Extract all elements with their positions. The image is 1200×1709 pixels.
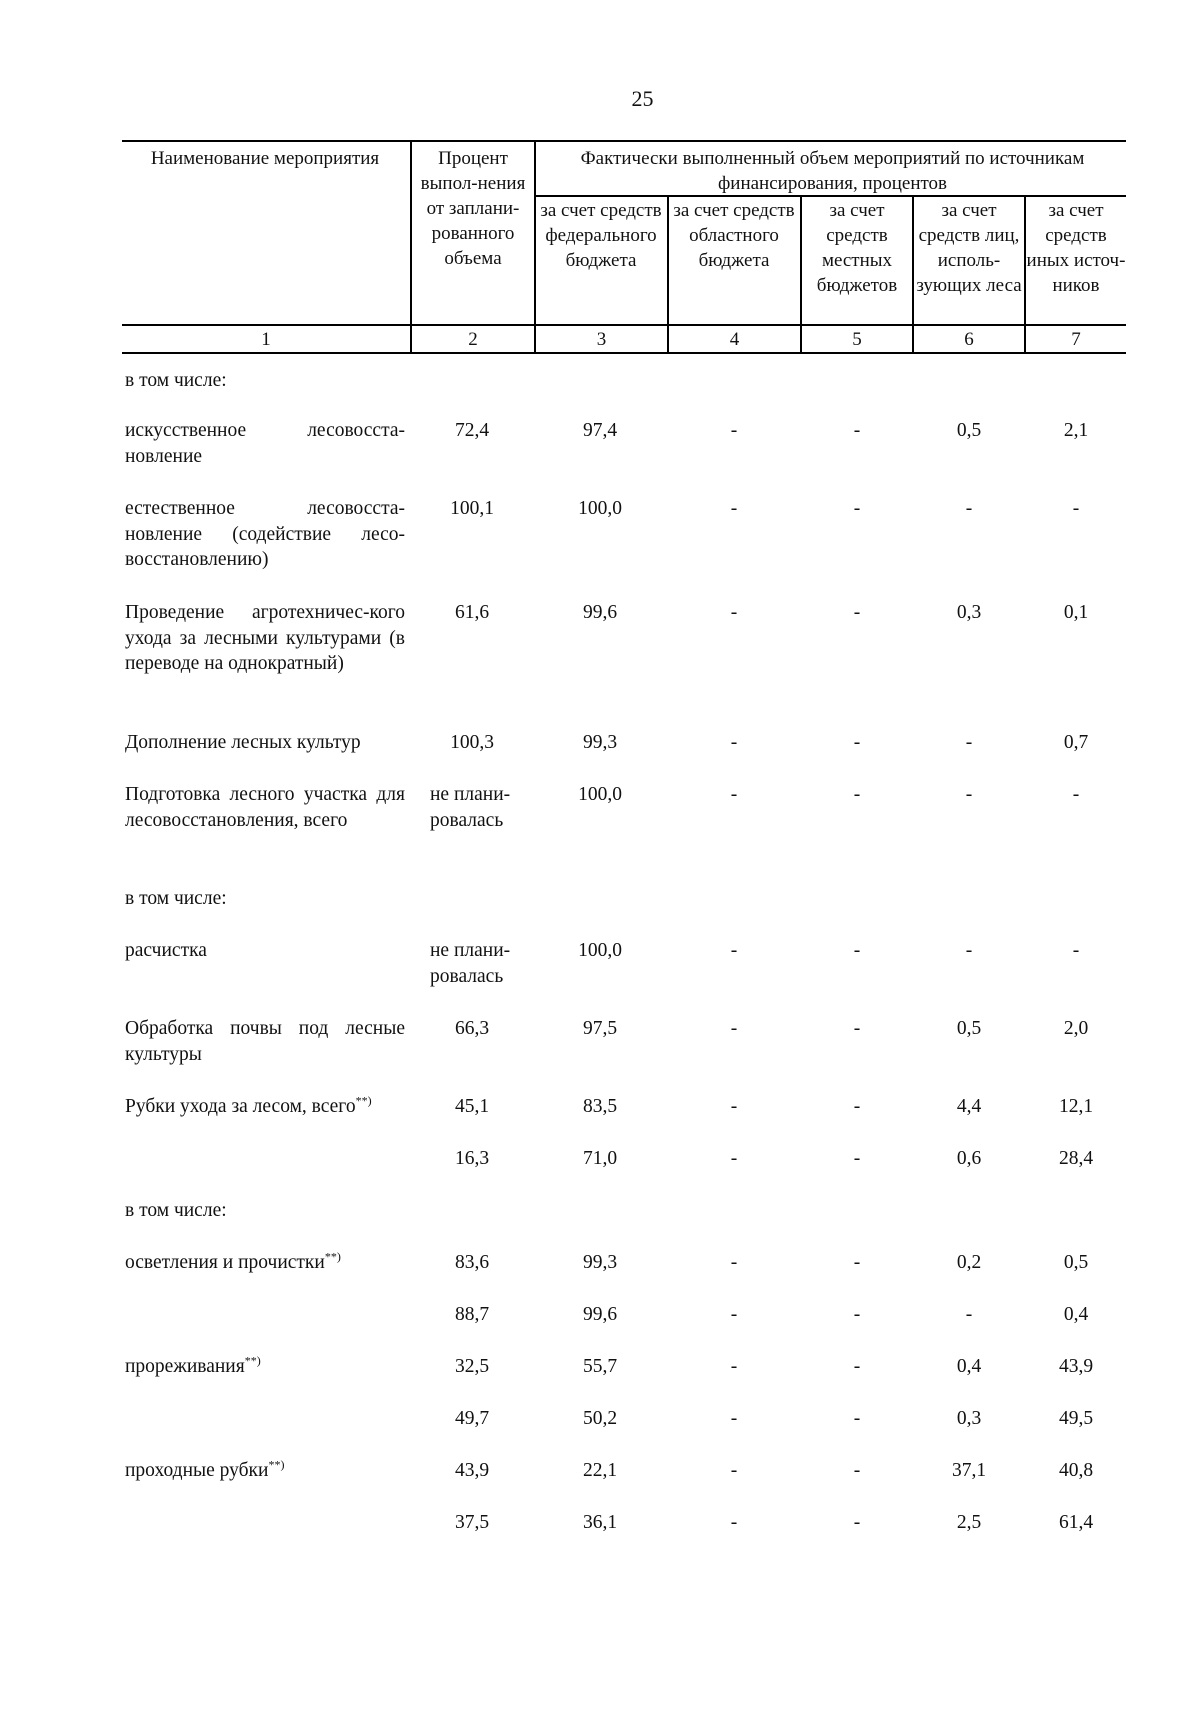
cell-other: 61,4	[1058, 1512, 1094, 1533]
row-name: Проведение агротехничес-кого ухода за лесными культурами (в переводе на однократный)	[125, 602, 405, 674]
cell-forest-users: -	[965, 940, 973, 961]
cell-percent: 66,3	[454, 1018, 490, 1039]
row-name	[125, 1458, 405, 1484]
cell-federal: 99,3	[582, 1252, 618, 1273]
footnote-mark: **)	[244, 1353, 261, 1368]
header-col-regional: за счет средств областного бюджета	[673, 200, 795, 271]
cell-other: -	[1072, 784, 1080, 805]
cell-percent: 45,1	[454, 1096, 490, 1117]
cell-regional: -	[730, 784, 738, 805]
cell-forest-users: 0,2	[956, 1252, 982, 1273]
row-name-text: Рубки ухода за лесом, всего	[125, 1096, 356, 1117]
cell-other: 40,8	[1058, 1460, 1094, 1481]
row-name: в том числе:	[125, 1200, 227, 1221]
cell-forest-users: 2,5	[956, 1512, 982, 1533]
cell-other: 12,1	[1058, 1096, 1094, 1117]
cell-local: -	[853, 1304, 861, 1325]
cell-local: -	[853, 420, 861, 441]
cell-forest-users: 0,5	[956, 420, 982, 441]
cell-percent: не плани-ровалась	[430, 940, 511, 987]
cell-federal: 100,0	[578, 940, 622, 961]
row-name: искусственное лесовосста-новление	[125, 420, 405, 467]
cell-local: -	[853, 1356, 861, 1377]
cell-federal: 83,5	[582, 1096, 618, 1117]
cell-regional: -	[730, 1096, 738, 1117]
cell-federal: 99,3	[582, 732, 618, 753]
cell-local: -	[853, 940, 861, 961]
footnote-mark: **)	[355, 1093, 372, 1108]
cell-federal: 97,5	[582, 1018, 618, 1039]
row-name	[125, 1250, 405, 1276]
row-name: Обработка почвы под лесные культуры	[125, 1018, 405, 1065]
cell-local: -	[853, 1460, 861, 1481]
row-name	[125, 1354, 405, 1380]
cell-percent: 16,3	[454, 1148, 490, 1169]
cell-regional: -	[730, 1018, 738, 1039]
header-col-name: Наименование мероприятия	[150, 148, 380, 169]
cell-percent: 32,5	[454, 1356, 490, 1377]
header-col-forest-users: за счет средств лиц, исполь-зующих леса	[916, 200, 1022, 296]
cell-other: 28,4	[1058, 1148, 1094, 1169]
cell-regional: -	[730, 1408, 738, 1429]
column-number: 7	[1071, 329, 1081, 350]
cell-regional: -	[730, 1148, 738, 1169]
column-number: 5	[852, 329, 862, 350]
footnote-mark: **)	[324, 1249, 341, 1264]
footnote-mark: **)	[268, 1457, 285, 1472]
cell-forest-users: -	[965, 732, 973, 753]
row-name	[125, 1094, 405, 1120]
cell-percent: 49,7	[454, 1408, 490, 1429]
cell-local: -	[853, 602, 861, 623]
cell-local: -	[853, 784, 861, 805]
cell-other: -	[1072, 498, 1080, 519]
column-number: 3	[596, 329, 607, 350]
cell-federal: 55,7	[582, 1356, 618, 1377]
header-group-title: Фактически выполненный объем мероприятий по источникам финансирования, процентов	[580, 148, 1085, 194]
cell-regional: -	[730, 1460, 738, 1481]
cell-regional: -	[730, 1252, 738, 1273]
cell-other: 0,1	[1063, 602, 1089, 623]
cell-federal: 100,0	[578, 784, 622, 805]
cell-percent: 100,3	[450, 732, 494, 753]
cell-other: 49,5	[1058, 1408, 1094, 1429]
cell-regional: -	[730, 420, 738, 441]
cell-forest-users: -	[965, 498, 973, 519]
row-name: Дополнение лесных культур	[125, 732, 361, 753]
row-name: расчистка	[125, 940, 207, 961]
row-name-text: осветления и прочистки	[125, 1252, 325, 1273]
row-name-text: прореживания	[125, 1356, 245, 1377]
cell-percent: 61,6	[454, 602, 490, 623]
cell-federal: 71,0	[582, 1148, 618, 1169]
cell-regional: -	[730, 1512, 738, 1533]
cell-forest-users: 0,3	[956, 602, 982, 623]
cell-local: -	[853, 732, 861, 753]
cell-other: -	[1072, 940, 1080, 961]
cell-forest-users: 37,1	[951, 1460, 987, 1481]
cell-federal: 36,1	[582, 1512, 618, 1533]
cell-federal: 97,4	[582, 420, 618, 441]
cell-percent: 83,6	[454, 1252, 490, 1273]
cell-federal: 99,6	[582, 602, 618, 623]
cell-other: 0,7	[1063, 732, 1089, 753]
header-top-rule	[122, 140, 1126, 142]
cell-federal: 99,6	[582, 1304, 618, 1325]
cell-forest-users: 0,3	[956, 1408, 982, 1429]
cell-forest-users: 0,6	[956, 1148, 982, 1169]
cell-forest-users: -	[965, 1304, 973, 1325]
cell-percent: 43,9	[454, 1460, 490, 1481]
cell-local: -	[853, 498, 861, 519]
cell-regional: -	[730, 498, 738, 519]
cell-other: 43,9	[1058, 1356, 1094, 1377]
cell-other: 2,0	[1063, 1018, 1089, 1039]
column-number: 2	[468, 329, 478, 350]
cell-federal: 50,2	[582, 1408, 618, 1429]
column-number: 4	[729, 329, 740, 350]
row-name: естественное лесовосста-новление (содействие лесо-восстановлению)	[125, 498, 405, 570]
cell-regional: -	[730, 1356, 738, 1377]
header-col-other: за счет средств иных источ-ников	[1026, 200, 1126, 296]
row-name: в том числе:	[125, 888, 227, 909]
cell-other: 0,4	[1063, 1304, 1089, 1325]
cell-local: -	[853, 1096, 861, 1117]
cell-percent: 72,4	[454, 420, 490, 441]
cell-forest-users: 4,4	[956, 1096, 982, 1117]
cell-percent: 100,1	[450, 498, 494, 519]
cell-local: -	[853, 1148, 861, 1169]
cell-other: 2,1	[1063, 420, 1089, 441]
cell-regional: -	[730, 732, 738, 753]
row-name: Подготовка лесного участка для лесовосстановления, всего	[125, 784, 405, 831]
cell-forest-users: 0,5	[956, 1018, 982, 1039]
number-row-rule	[122, 352, 1126, 354]
col-divider-1	[410, 140, 412, 352]
cell-regional: -	[730, 940, 738, 961]
cell-local: -	[853, 1018, 861, 1039]
cell-percent: не плани-ровалась	[430, 784, 511, 831]
cell-forest-users: 0,4	[956, 1356, 982, 1377]
cell-other: 0,5	[1063, 1252, 1089, 1273]
cell-regional: -	[730, 602, 738, 623]
cell-percent: 88,7	[454, 1304, 490, 1325]
header-bottom-rule	[122, 324, 1126, 326]
cell-regional: -	[730, 1304, 738, 1325]
cell-federal: 22,1	[582, 1460, 618, 1481]
cell-local: -	[853, 1408, 861, 1429]
header-col-percent: Процент выпол-нения от заплани-рованного объема	[420, 148, 526, 269]
column-number: 1	[261, 329, 271, 350]
row-name-text: проходные рубки	[125, 1460, 269, 1481]
row-name: в том числе:	[125, 370, 227, 391]
page-number: 25	[631, 86, 654, 111]
cell-local: -	[853, 1512, 861, 1533]
cell-local: -	[853, 1252, 861, 1273]
column-number: 6	[964, 329, 974, 350]
cell-federal: 100,0	[578, 498, 622, 519]
cell-forest-users: -	[965, 784, 973, 805]
header-col-federal: за счет средств федерального бюджета	[540, 200, 662, 271]
cell-percent: 37,5	[454, 1512, 490, 1533]
header-col-local: за счет средств местных бюджетов	[816, 200, 898, 296]
